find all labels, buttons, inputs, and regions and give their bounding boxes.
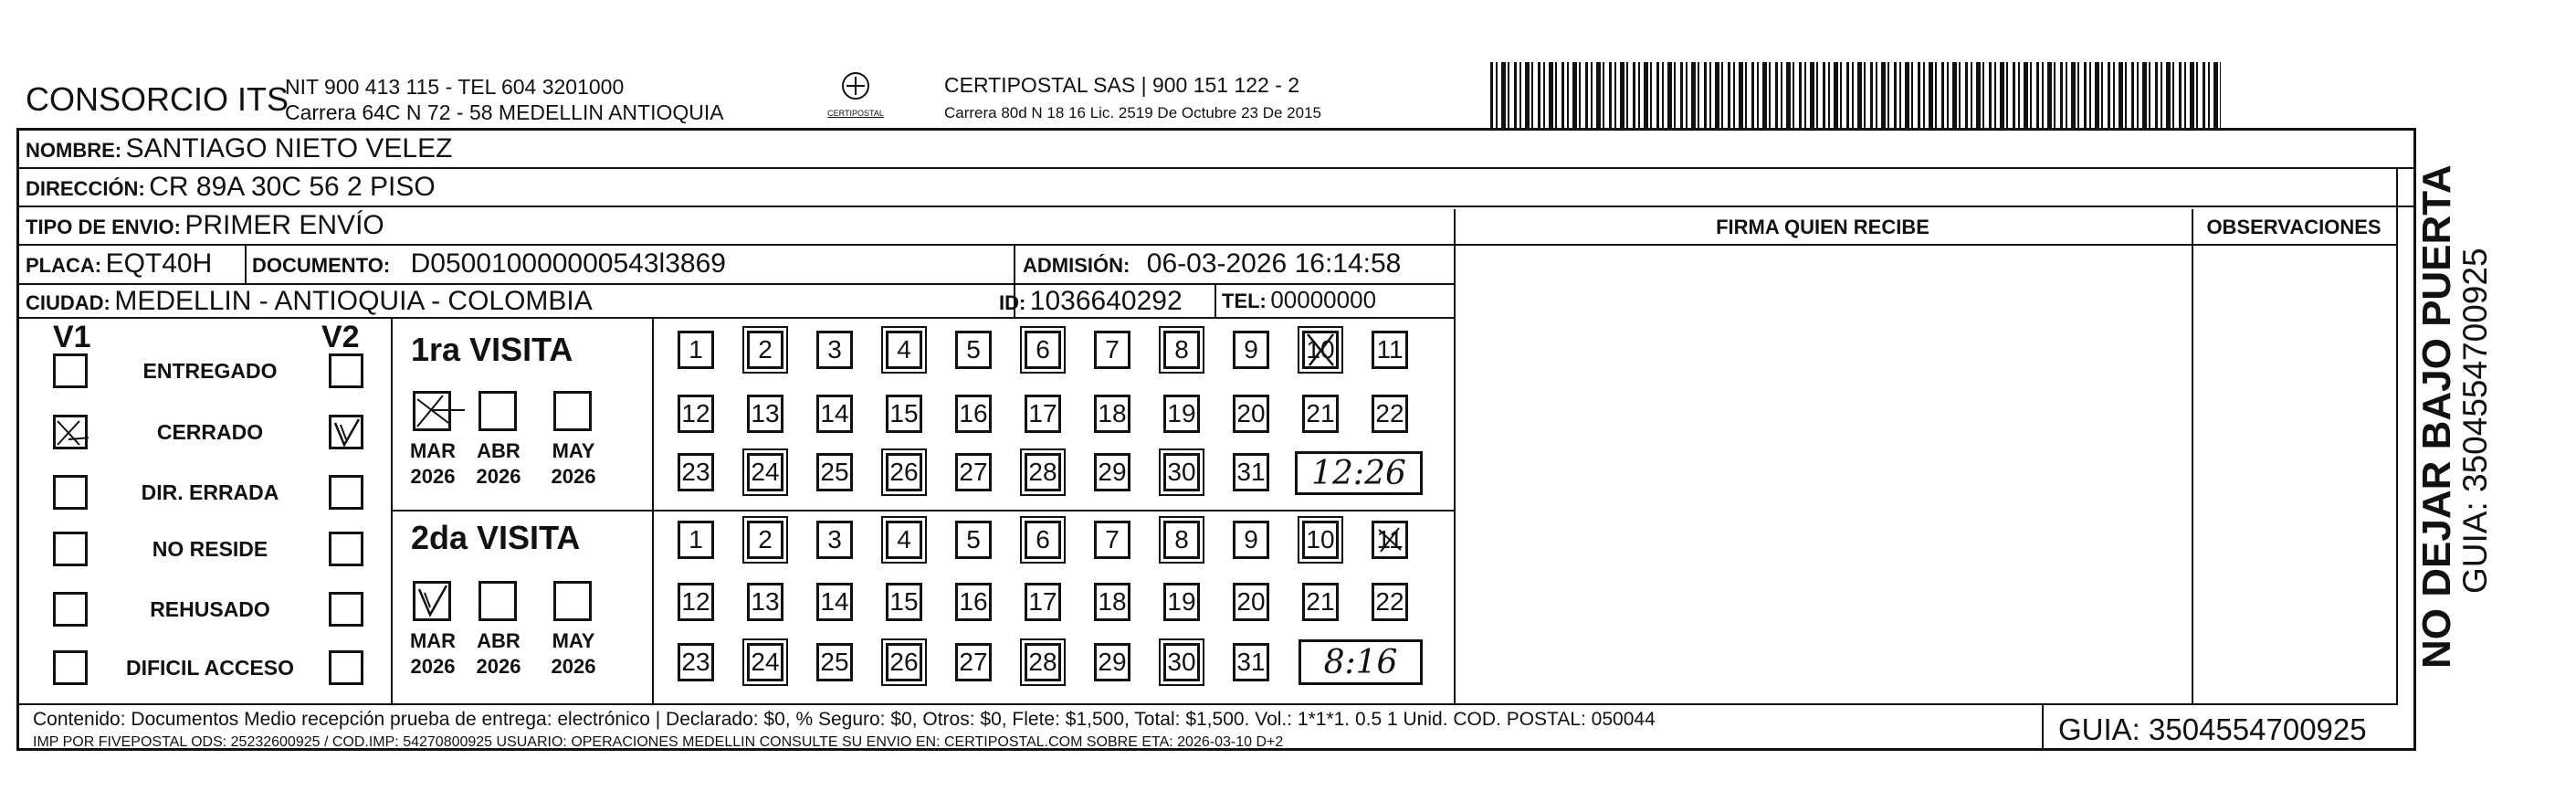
row-divider (391, 510, 1454, 512)
month-checkbox[interactable] (553, 391, 592, 431)
tipo-label: TIPO DE ENVIO: (26, 216, 181, 238)
id-value: 1036640292 (1029, 286, 1183, 316)
id-row (999, 286, 1183, 317)
day-box[interactable]: 15 (886, 395, 922, 433)
placa-label: PLACA: (26, 254, 102, 277)
day-box[interactable]: 2 (747, 521, 783, 559)
day-box[interactable]: 16 (955, 583, 992, 621)
admision-label: ADMISIÓN: (1023, 254, 1130, 277)
nit-line: NIT 900 413 115 - TEL 604 3201000 (285, 75, 625, 99)
imp-text: IMP POR FIVEPOSTAL ODS: 25232600925 / COD.IMP: 54270800925 USUARIO: OPERACIONES MEDELLIN CONSULTE SU ENVIO EN: CERTIPOSTAL.COM SOBRE ETA: 2026-03-10 D+2 (33, 734, 1284, 750)
day-box[interactable]: 3 (816, 331, 853, 369)
day-box[interactable]: 18 (1094, 583, 1130, 621)
v1-checkbox[interactable] (53, 475, 88, 510)
month-checkbox[interactable] (413, 391, 451, 431)
v1-checkbox[interactable] (53, 592, 88, 627)
admision-value: 06-03-2026 16:14:58 (1146, 248, 1402, 279)
documento-row (252, 248, 726, 279)
day-box[interactable]: 1 (678, 331, 714, 369)
first-visit-title: 1ra VISITA (411, 331, 573, 368)
day-box[interactable]: 28 (1025, 643, 1061, 681)
ciudad-label: CIUDAD: (26, 291, 110, 314)
month-label: ABR 2026 (476, 439, 521, 488)
certipostal-logo (815, 71, 897, 126)
day-box[interactable]: 27 (955, 453, 992, 491)
footer-guia: GUIA: 3504554700925 (2058, 712, 2367, 746)
ciudad-row (26, 286, 593, 317)
day-box[interactable]: 15 (886, 583, 922, 621)
day-box[interactable]: 23 (678, 453, 714, 491)
month-checkbox[interactable] (478, 581, 517, 621)
status-label: DIFICIL ACCESO (125, 656, 294, 680)
day-box[interactable]: 5 (955, 521, 992, 559)
day-box[interactable]: 11 (1372, 521, 1408, 559)
day-box[interactable]: 3 (816, 521, 853, 559)
day-box[interactable]: 16 (955, 395, 992, 433)
v1-checkbox[interactable] (53, 353, 88, 388)
day-box[interactable]: 25 (816, 643, 853, 681)
v2-header: V2 (321, 320, 360, 354)
v2-checkbox[interactable] (329, 353, 363, 388)
v2-checkbox[interactable] (329, 592, 363, 627)
observaciones-header: OBSERVACIONES (2206, 216, 2381, 238)
day-box[interactable]: 25 (816, 453, 853, 491)
tel-row (1222, 286, 1376, 314)
firma-header: FIRMA QUIEN RECIBE (1716, 216, 1929, 238)
month-label: MAY 2026 (551, 439, 596, 488)
v1-checkbox[interactable] (53, 532, 88, 566)
check-mark-icon (415, 584, 448, 618)
documento-value: D050010000000543l3869 (410, 248, 726, 279)
second-visit-title: 2da VISITA (411, 519, 581, 556)
documento-label: DOCUMENTO: (252, 254, 391, 277)
day-box[interactable]: 5 (955, 331, 992, 369)
day-box[interactable]: 11 (1372, 331, 1408, 369)
contenido-text: Contenido: Documentos Medio recepción prueba de entrega: electrónico | Declarado: $0, % Seguro: $0, Otros: $0, Flete: $1,500, Total: $1,500. Vol.: 1*1*1. 0.5 1 Unid. COD. POSTAL: 050044 (33, 709, 1656, 730)
month-label: MAR 2026 (409, 439, 457, 488)
day-box[interactable]: 21 (1302, 583, 1339, 621)
day-box[interactable]: 29 (1094, 453, 1130, 491)
logo-text: CERTIPOSTAL (827, 109, 884, 118)
day-box[interactable]: 12 (678, 395, 714, 433)
day-box[interactable]: 4 (886, 521, 922, 559)
v1-checkbox[interactable] (53, 650, 88, 685)
address-line: Carrera 64C N 72 - 58 MEDELLIN ANTIOQUIA (285, 100, 724, 124)
day-box[interactable]: 28 (1025, 453, 1061, 491)
second-visit-time[interactable]: 8:16 (1299, 639, 1423, 685)
day-box[interactable]: 9 (1233, 521, 1269, 559)
col-divider (245, 244, 247, 283)
barcode (1490, 62, 2221, 128)
day-box[interactable]: 10 (1302, 521, 1339, 559)
placa-row (26, 248, 212, 279)
direccion-value: CR 89A 30C 56 2 PISO (149, 172, 436, 202)
nombre-row (26, 133, 452, 164)
certipostal-line2: Carrera 80d N 18 16 Lic. 2519 De Octubre 23 De 2015 (944, 104, 1321, 121)
day-box[interactable]: 13 (747, 395, 783, 433)
day-box[interactable]: 17 (1025, 395, 1061, 433)
status-label: ENTREGADO (142, 359, 278, 383)
day-box[interactable]: 19 (1163, 583, 1200, 621)
day-box[interactable]: 2 (747, 331, 783, 369)
day-box[interactable]: 24 (747, 453, 783, 491)
day-box[interactable]: 10 (1302, 331, 1339, 369)
day-box[interactable]: 27 (955, 643, 992, 681)
tel-label: TEL: (1222, 290, 1267, 312)
day-box[interactable]: 19 (1163, 395, 1200, 433)
row-divider (18, 167, 2414, 169)
id-label: ID: (999, 291, 1026, 314)
first-visit-time[interactable]: 12:26 (1295, 451, 1423, 495)
row-divider (18, 317, 1454, 319)
row-divider (18, 206, 2414, 207)
logo-emblem-icon (837, 71, 874, 104)
month-label: MAY 2026 (551, 629, 596, 678)
x-mark-icon (1302, 331, 1339, 369)
col-divider (1214, 283, 1216, 317)
day-box[interactable]: 7 (1094, 521, 1130, 559)
ciudad-value: MEDELLIN - ANTIOQUIA - COLOMBIA (114, 286, 593, 316)
day-box[interactable]: 7 (1094, 331, 1130, 369)
day-box[interactable]: 22 (1372, 583, 1408, 621)
month-checkbox[interactable] (553, 581, 592, 621)
day-box[interactable]: 6 (1025, 331, 1061, 369)
day-box[interactable]: 26 (886, 643, 922, 681)
day-box[interactable]: 22 (1372, 395, 1408, 433)
placa-value: EQT40H (105, 248, 213, 279)
day-box[interactable]: 30 (1163, 453, 1200, 491)
month-label: MAR 2026 (409, 629, 457, 678)
day-box[interactable]: 14 (816, 583, 853, 621)
day-box[interactable]: 8 (1163, 521, 1200, 559)
row-divider (1454, 244, 2396, 246)
tipo-value: PRIMER ENVÍO (184, 210, 384, 240)
status-label: REHUSADO (150, 597, 270, 621)
day-box[interactable]: 21 (1302, 395, 1339, 433)
day-box[interactable]: 31 (1233, 643, 1269, 681)
v2-checkbox[interactable] (329, 475, 363, 510)
day-box[interactable]: 20 (1233, 583, 1269, 621)
direccion-row (26, 172, 436, 203)
day-box[interactable]: 18 (1094, 395, 1130, 433)
day-box[interactable]: 8 (1163, 331, 1200, 369)
day-box[interactable]: 20 (1233, 395, 1269, 433)
month-checkbox[interactable] (413, 581, 451, 621)
day-box[interactable]: 1 (678, 521, 714, 559)
month-checkbox[interactable] (478, 391, 517, 431)
company-name: CONSORCIO ITS (26, 80, 289, 118)
month-label: ABR 2026 (476, 629, 521, 678)
tel-value: 00000000 (1270, 286, 1377, 313)
day-box[interactable]: 31 (1233, 453, 1269, 491)
col-divider (2192, 209, 2193, 703)
certipostal-line1: CERTIPOSTAL SAS | 900 151 122 - 2 (944, 73, 1300, 97)
col-divider (1454, 209, 1456, 703)
side-guia: GUIA: 3504554700925 (2456, 248, 2494, 594)
v1-checkbox[interactable] (53, 415, 88, 449)
day-box[interactable]: 17 (1025, 583, 1061, 621)
col-divider (2396, 167, 2398, 703)
day-box[interactable]: 12 (678, 583, 714, 621)
day-box[interactable]: 13 (747, 583, 783, 621)
day-box[interactable]: 26 (886, 453, 922, 491)
scribble-icon (1372, 521, 1408, 559)
status-label: NO RESIDE (152, 537, 268, 561)
row-divider (18, 283, 1454, 285)
nombre-value: SANTIAGO NIETO VELEZ (125, 133, 453, 163)
col-divider (2042, 703, 2044, 749)
v2-checkbox[interactable] (329, 532, 363, 566)
x-mark-icon (412, 390, 467, 430)
day-box[interactable]: 4 (886, 331, 922, 369)
day-box[interactable]: 24 (747, 643, 783, 681)
x-mark-icon (52, 414, 89, 450)
day-box[interactable]: 30 (1163, 643, 1200, 681)
day-box[interactable]: 23 (678, 643, 714, 681)
day-box[interactable]: 9 (1233, 331, 1269, 369)
day-box[interactable]: 6 (1025, 521, 1061, 559)
status-label: DIR. ERRADA (141, 480, 279, 504)
side-warning: NO DEJAR BAJO PUERTA (2414, 164, 2459, 669)
direccion-label: DIRECCIÓN: (26, 177, 145, 200)
v2-checkbox[interactable] (329, 650, 363, 685)
check-mark-icon (331, 417, 363, 448)
status-label: CERRADO (156, 420, 264, 444)
admision-row (1023, 248, 1401, 279)
v1-header: V1 (53, 320, 91, 354)
day-box[interactable]: 14 (816, 395, 853, 433)
v2-checkbox[interactable] (329, 415, 363, 449)
day-box[interactable]: 29 (1094, 643, 1130, 681)
tipo-row (26, 210, 384, 241)
nombre-label: NOMBRE: (26, 139, 122, 162)
